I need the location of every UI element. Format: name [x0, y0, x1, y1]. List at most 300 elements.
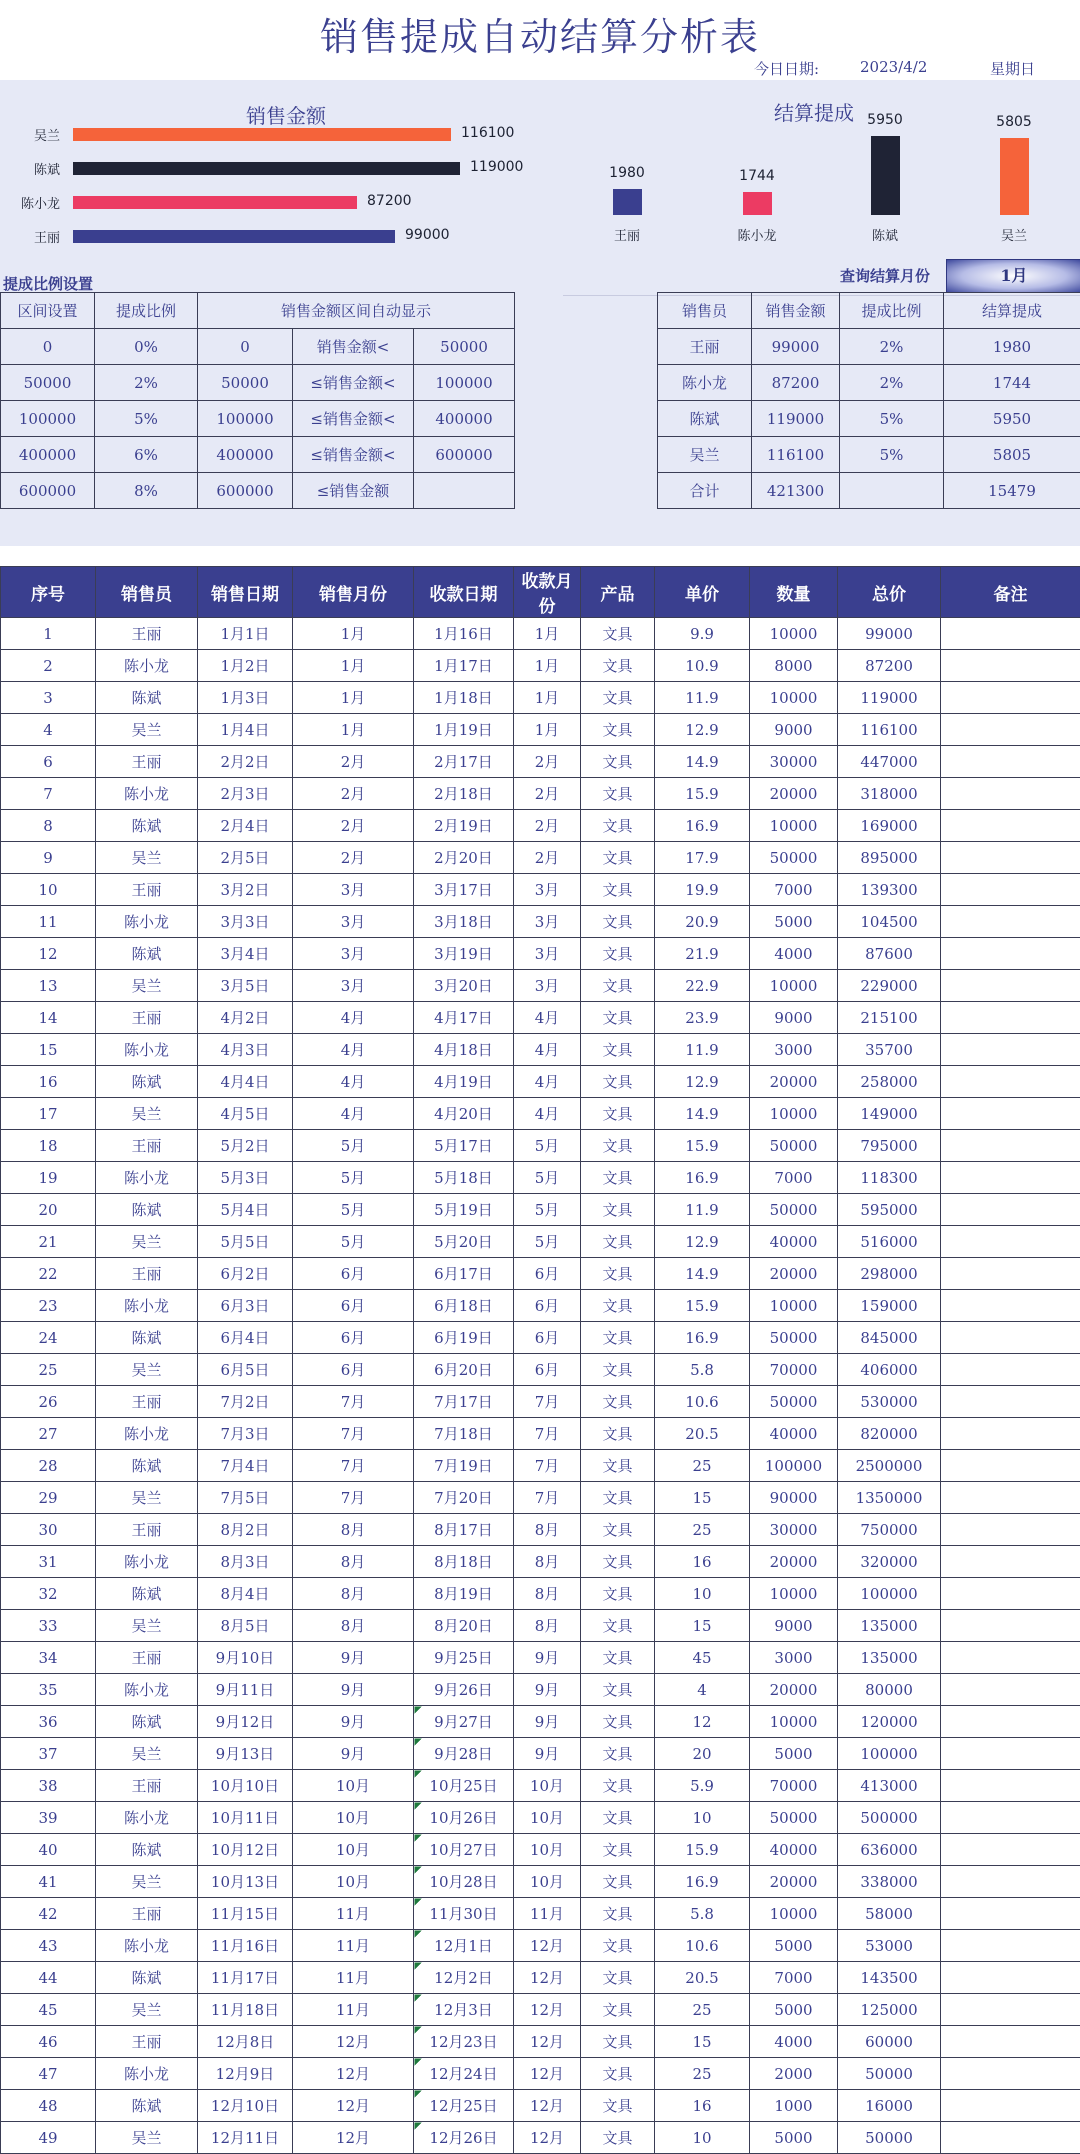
table-cell: 陈小龙 [96, 1034, 198, 1066]
sales-bar-label: 王丽 [0, 227, 60, 246]
table-cell: 10000 [750, 1578, 838, 1610]
main-header-cell: 销售日期 [198, 567, 293, 618]
table-cell: 吴兰 [96, 2122, 198, 2154]
table-cell: 60000 [838, 2026, 941, 2058]
table-cell: 8月 [293, 1546, 414, 1578]
table-cell: 12.9 [655, 1226, 750, 1258]
table-cell: 1月17日 [414, 650, 514, 682]
table-cell: 8月 [514, 1578, 581, 1610]
table-cell: 40000 [750, 1226, 838, 1258]
table-cell: 文具 [581, 2122, 655, 2154]
table-cell: 文具 [581, 2026, 655, 2058]
table-cell: 3月 [514, 970, 581, 1002]
table-cell: 2月 [514, 746, 581, 778]
settlement-cell: 87200 [752, 365, 840, 401]
table-cell: 12月8日 [198, 2026, 293, 2058]
table-cell: 27 [1, 1418, 96, 1450]
settlement-cell: 陈斌 [658, 401, 752, 437]
table-cell: 王丽 [96, 1770, 198, 1802]
ratio-cell-low: 50000 [198, 365, 293, 401]
table-cell: 10.6 [655, 1930, 750, 1962]
table-cell: 陈斌 [96, 938, 198, 970]
table-cell: 25 [655, 1450, 750, 1482]
table-cell [941, 1930, 1080, 1962]
table-cell [941, 970, 1080, 1002]
table-cell: 530000 [838, 1386, 941, 1418]
table-cell: 文具 [581, 1098, 655, 1130]
table-cell: 20000 [750, 1674, 838, 1706]
table-cell: 7月 [293, 1482, 414, 1514]
table-row [1, 1738, 1080, 1770]
table-cell [941, 1578, 1080, 1610]
table-cell: 17 [1, 1098, 96, 1130]
table-cell: 12月3日 [414, 1994, 514, 2026]
table-cell: 12月 [514, 1994, 581, 2026]
table-cell: 215100 [838, 1002, 941, 1034]
table-cell: 119000 [838, 682, 941, 714]
table-cell: 10月 [293, 1802, 414, 1834]
sales-chart-title: 销售金额 [246, 100, 326, 129]
table-row [1, 842, 1080, 874]
query-month-select[interactable]: 1月 [946, 259, 1080, 293]
table-cell: 41 [1, 1866, 96, 1898]
settlement-cell: 5950 [944, 401, 1080, 437]
table-cell: 3月 [293, 874, 414, 906]
table-cell: 8月 [514, 1514, 581, 1546]
table-cell: 王丽 [96, 1386, 198, 1418]
table-cell: 2月 [514, 810, 581, 842]
table-cell: 5000 [750, 1930, 838, 1962]
table-cell: 90000 [750, 1482, 838, 1514]
table-cell: 6月 [293, 1290, 414, 1322]
table-cell: 43 [1, 1930, 96, 1962]
ratio-cell-ratio: 0% [95, 329, 198, 365]
table-cell: 58000 [838, 1898, 941, 1930]
table-cell: 9月11日 [198, 1674, 293, 1706]
table-cell: 48 [1, 2090, 96, 2122]
table-cell [941, 746, 1080, 778]
table-cell: 陈斌 [96, 1450, 198, 1482]
table-cell: 10000 [750, 682, 838, 714]
table-cell: 19.9 [655, 874, 750, 906]
table-cell: 20000 [750, 1066, 838, 1098]
table-cell: 文具 [581, 1002, 655, 1034]
table-row [1, 1322, 1080, 1354]
table-row [1, 1706, 1080, 1738]
table-cell [941, 1514, 1080, 1546]
table-cell [941, 1322, 1080, 1354]
table-cell: 文具 [581, 1610, 655, 1642]
table-row [1, 682, 1080, 714]
table-cell: 20.5 [655, 1418, 750, 1450]
table-row [1, 1770, 1080, 1802]
table-cell: 文具 [581, 1130, 655, 1162]
table-cell: 7月19日 [414, 1450, 514, 1482]
table-cell: 2000 [750, 2058, 838, 2090]
table-cell: 50000 [750, 1322, 838, 1354]
table-cell: 陈小龙 [96, 1162, 198, 1194]
table-cell: 8月17日 [414, 1514, 514, 1546]
table-cell: 7 [1, 778, 96, 810]
table-cell: 王丽 [96, 618, 198, 650]
table-cell: 24 [1, 1322, 96, 1354]
table-cell: 5000 [750, 1994, 838, 2026]
table-cell: 6月3日 [198, 1290, 293, 1322]
table-cell: 12月 [293, 2122, 414, 2154]
table-cell: 30000 [750, 1514, 838, 1546]
table-cell: 3月4日 [198, 938, 293, 970]
table-cell: 87200 [838, 650, 941, 682]
table-cell: 11.9 [655, 1034, 750, 1066]
table-cell: 3月 [514, 874, 581, 906]
table-cell: 5000 [750, 1738, 838, 1770]
table-cell: 25 [655, 2058, 750, 2090]
settlement-cell: 116100 [752, 437, 840, 473]
ratio-cell-low: 100000 [198, 401, 293, 437]
table-cell [941, 2026, 1080, 2058]
table-cell: 16 [655, 1546, 750, 1578]
table-cell: 45 [1, 1994, 96, 2026]
table-cell: 文具 [581, 874, 655, 906]
table-cell: 8月19日 [414, 1578, 514, 1610]
table-cell: 8月 [514, 1546, 581, 1578]
table-cell: 5月19日 [414, 1194, 514, 1226]
table-row [1, 1258, 1080, 1290]
table-cell: 吴兰 [96, 970, 198, 1002]
table-cell: 文具 [581, 1450, 655, 1482]
table-cell: 12月9日 [198, 2058, 293, 2090]
table-cell [941, 1770, 1080, 1802]
table-cell: 139300 [838, 874, 941, 906]
table-cell: 1 [1, 618, 96, 650]
table-cell: 王丽 [96, 746, 198, 778]
table-row [1, 1642, 1080, 1674]
table-cell: 36 [1, 1706, 96, 1738]
table-cell: 6月 [293, 1354, 414, 1386]
table-cell: 9月27日 [414, 1706, 514, 1738]
table-row [1, 1834, 1080, 1866]
date-value: 2023/4/2 [860, 58, 927, 76]
table-cell: 30000 [750, 746, 838, 778]
ratio-cell-interval: 100000 [1, 401, 95, 437]
table-cell: 50000 [750, 1802, 838, 1834]
table-cell: 25 [655, 1994, 750, 2026]
table-row [1, 1098, 1080, 1130]
table-cell: 21 [1, 1226, 96, 1258]
settlement-cell: 2% [840, 329, 944, 365]
page-title: 销售提成自动结算分析表 [0, 6, 1080, 61]
table-cell [941, 1226, 1080, 1258]
table-cell: 4月 [514, 1066, 581, 1098]
table-cell: 298000 [838, 1258, 941, 1290]
table-cell [941, 714, 1080, 746]
table-cell: 9月 [514, 1706, 581, 1738]
table-cell: 10月 [514, 1770, 581, 1802]
settlement-header-cell: 销售员 [658, 293, 752, 329]
table-cell: 20000 [750, 1546, 838, 1578]
table-cell: 6月 [293, 1258, 414, 1290]
table-cell: 20000 [750, 1866, 838, 1898]
table-cell [941, 1354, 1080, 1386]
settlement-cell: 5% [840, 401, 944, 437]
table-cell: 3月 [293, 906, 414, 938]
table-cell: 4月2日 [198, 1002, 293, 1034]
table-cell: 8000 [750, 650, 838, 682]
table-cell [941, 1738, 1080, 1770]
main-header-cell: 序号 [1, 567, 96, 618]
table-cell: 1月19日 [414, 714, 514, 746]
table-cell: 8月5日 [198, 1610, 293, 1642]
ratio-header-row [1, 293, 515, 329]
table-cell [941, 618, 1080, 650]
table-cell: 4月18日 [414, 1034, 514, 1066]
table-cell: 5月17日 [414, 1130, 514, 1162]
table-row [1, 1066, 1080, 1098]
settlement-cell: 119000 [752, 401, 840, 437]
table-cell: 6月 [514, 1290, 581, 1322]
main-header-cell: 产品 [581, 567, 655, 618]
table-cell: 22.9 [655, 970, 750, 1002]
table-cell: 文具 [581, 1386, 655, 1418]
table-cell: 5.8 [655, 1898, 750, 1930]
table-cell: 9000 [750, 1610, 838, 1642]
table-cell: 9月 [514, 1674, 581, 1706]
table-cell: 王丽 [96, 1130, 198, 1162]
table-cell: 12月2日 [414, 1962, 514, 1994]
ratio-cell-ratio: 2% [95, 365, 198, 401]
sales-bar-label: 陈小龙 [0, 193, 60, 212]
table-cell: 2月 [293, 778, 414, 810]
table-cell: 11月30日 [414, 1898, 514, 1930]
table-cell: 10.9 [655, 650, 750, 682]
table-cell: 陈斌 [96, 1578, 198, 1610]
settlement-cell: 吴兰 [658, 437, 752, 473]
table-cell: 9月 [514, 1642, 581, 1674]
table-cell: 15.9 [655, 1834, 750, 1866]
table-cell: 35700 [838, 1034, 941, 1066]
table-row [1, 1002, 1080, 1034]
table-cell: 447000 [838, 746, 941, 778]
table-cell: 10 [655, 2122, 750, 2154]
table-cell: 陈斌 [96, 1322, 198, 1354]
table-cell: 10000 [750, 1098, 838, 1130]
settlement-row [658, 329, 1080, 365]
table-cell: 8月 [293, 1610, 414, 1642]
table-cell: 4000 [750, 938, 838, 970]
table-cell: 文具 [581, 1258, 655, 1290]
sales-bar [73, 128, 451, 141]
table-cell: 1月 [293, 682, 414, 714]
table-cell: 2月17日 [414, 746, 514, 778]
table-cell [941, 1130, 1080, 1162]
table-cell: 吴兰 [96, 714, 198, 746]
table-row [1, 1610, 1080, 1642]
table-cell: 9月26日 [414, 1674, 514, 1706]
table-cell: 2月 [514, 778, 581, 810]
table-cell: 19 [1, 1162, 96, 1194]
table-cell: 40000 [750, 1834, 838, 1866]
table-cell: 12月 [293, 2090, 414, 2122]
table-cell: 10000 [750, 1706, 838, 1738]
table-cell: 王丽 [96, 1002, 198, 1034]
table-row [1, 970, 1080, 1002]
table-cell: 8月 [293, 1514, 414, 1546]
table-cell: 40 [1, 1834, 96, 1866]
table-cell: 11月 [514, 1898, 581, 1930]
table-cell: 陈斌 [96, 810, 198, 842]
table-cell: 30 [1, 1514, 96, 1546]
table-cell: 100000 [838, 1578, 941, 1610]
table-cell: 5.9 [655, 1770, 750, 1802]
table-cell [941, 1450, 1080, 1482]
table-row [1, 810, 1080, 842]
table-cell [941, 1034, 1080, 1066]
table-cell: 20.9 [655, 906, 750, 938]
table-cell: 10000 [750, 810, 838, 842]
table-cell: 文具 [581, 650, 655, 682]
table-cell: 6月2日 [198, 1258, 293, 1290]
table-cell: 26 [1, 1386, 96, 1418]
table-cell [941, 650, 1080, 682]
table-cell: 6月 [514, 1258, 581, 1290]
table-cell: 8月20日 [414, 1610, 514, 1642]
table-cell: 636000 [838, 1834, 941, 1866]
table-cell: 6月19日 [414, 1322, 514, 1354]
header-auto: 销售金额区间自动显示 [198, 293, 515, 329]
table-cell: 9月13日 [198, 1738, 293, 1770]
table-cell: 10月 [514, 1802, 581, 1834]
table-row [1, 746, 1080, 778]
table-cell: 11.9 [655, 682, 750, 714]
table-cell: 9000 [750, 714, 838, 746]
table-cell: 6月18日 [414, 1290, 514, 1322]
table-cell: 陈斌 [96, 682, 198, 714]
table-cell [941, 1834, 1080, 1866]
table-cell: 9月 [293, 1738, 414, 1770]
table-cell: 5月 [514, 1162, 581, 1194]
table-cell: 11月 [293, 1930, 414, 1962]
table-cell: 12月25日 [414, 2090, 514, 2122]
ratio-cell-op: ≤销售金额< [293, 401, 414, 437]
table-cell: 20000 [750, 778, 838, 810]
ratio-cell-op: ≤销售金额< [293, 365, 414, 401]
table-cell: 595000 [838, 1194, 941, 1226]
table-cell: 1350000 [838, 1482, 941, 1514]
table-cell: 3月5日 [198, 970, 293, 1002]
table-cell: 文具 [581, 1322, 655, 1354]
table-cell: 陈斌 [96, 1194, 198, 1226]
table-cell: 6月 [514, 1322, 581, 1354]
table-cell: 10月 [293, 1866, 414, 1898]
table-cell: 陈斌 [96, 1706, 198, 1738]
table-row [1, 1290, 1080, 1322]
commission-bar-label: 陈小龙 [717, 225, 797, 244]
table-cell: 15.9 [655, 1290, 750, 1322]
table-cell: 34 [1, 1642, 96, 1674]
table-cell: 4月19日 [414, 1066, 514, 1098]
settlement-cell: 5805 [944, 437, 1080, 473]
table-cell: 16 [1, 1066, 96, 1098]
table-cell: 8 [1, 810, 96, 842]
table-cell: 2月 [293, 746, 414, 778]
sales-bar-label: 陈斌 [0, 159, 60, 178]
sales-bar [73, 162, 460, 175]
table-row [1, 1354, 1080, 1386]
table-cell: 9 [1, 842, 96, 874]
table-cell: 文具 [581, 1194, 655, 1226]
table-cell [941, 1290, 1080, 1322]
table-cell: 7月5日 [198, 1482, 293, 1514]
ratio-cell-high: 50000 [414, 329, 515, 365]
table-cell: 文具 [581, 1866, 655, 1898]
table-cell: 5月2日 [198, 1130, 293, 1162]
sales-bar-value: 116100 [461, 125, 514, 141]
table-cell: 99000 [838, 618, 941, 650]
table-cell: 14.9 [655, 1258, 750, 1290]
table-row [1, 938, 1080, 970]
table-cell: 37 [1, 1738, 96, 1770]
table-cell: 9月10日 [198, 1642, 293, 1674]
table-cell: 文具 [581, 1290, 655, 1322]
table-cell: 2月2日 [198, 746, 293, 778]
table-cell: 35 [1, 1674, 96, 1706]
table-cell: 21.9 [655, 938, 750, 970]
table-cell: 100000 [750, 1450, 838, 1482]
table-cell: 7月20日 [414, 1482, 514, 1514]
table-cell: 116100 [838, 714, 941, 746]
table-cell: 12月23日 [414, 2026, 514, 2058]
table-cell: 10月12日 [198, 1834, 293, 1866]
table-cell: 3 [1, 682, 96, 714]
table-cell: 12.9 [655, 714, 750, 746]
table-cell: 文具 [581, 1034, 655, 1066]
table-cell: 7月18日 [414, 1418, 514, 1450]
table-cell: 7月 [514, 1418, 581, 1450]
table-cell: 陈小龙 [96, 1546, 198, 1578]
table-cell: 3月17日 [414, 874, 514, 906]
table-cell: 12 [1, 938, 96, 970]
table-cell: 49 [1, 2122, 96, 2154]
table-cell: 149000 [838, 1098, 941, 1130]
settlement-header-row [658, 293, 1080, 329]
table-cell: 4月 [293, 1034, 414, 1066]
table-cell [941, 1002, 1080, 1034]
table-cell: 2月5日 [198, 842, 293, 874]
table-row [1, 1386, 1080, 1418]
ratio-cell-interval: 400000 [1, 437, 95, 473]
table-row [1, 1226, 1080, 1258]
table-row [1, 1578, 1080, 1610]
ratio-cell-high [414, 473, 515, 509]
settlement-cell: 合计 [658, 473, 752, 509]
table-cell: 10月 [293, 1834, 414, 1866]
table-cell: 陈小龙 [96, 1802, 198, 1834]
ratio-row [1, 437, 515, 473]
table-cell: 5月18日 [414, 1162, 514, 1194]
ratio-row [1, 401, 515, 437]
table-cell: 2月 [293, 842, 414, 874]
table-cell: 1月 [293, 714, 414, 746]
table-cell: 42 [1, 1898, 96, 1930]
table-row [1, 1994, 1080, 2026]
table-cell: 50000 [838, 2058, 941, 2090]
table-cell: 70000 [750, 1770, 838, 1802]
table-cell: 39 [1, 1802, 96, 1834]
table-cell: 5月 [514, 1130, 581, 1162]
table-cell: 3000 [750, 1034, 838, 1066]
table-cell: 20.5 [655, 1962, 750, 1994]
commission-bar-value: 1980 [587, 165, 667, 181]
